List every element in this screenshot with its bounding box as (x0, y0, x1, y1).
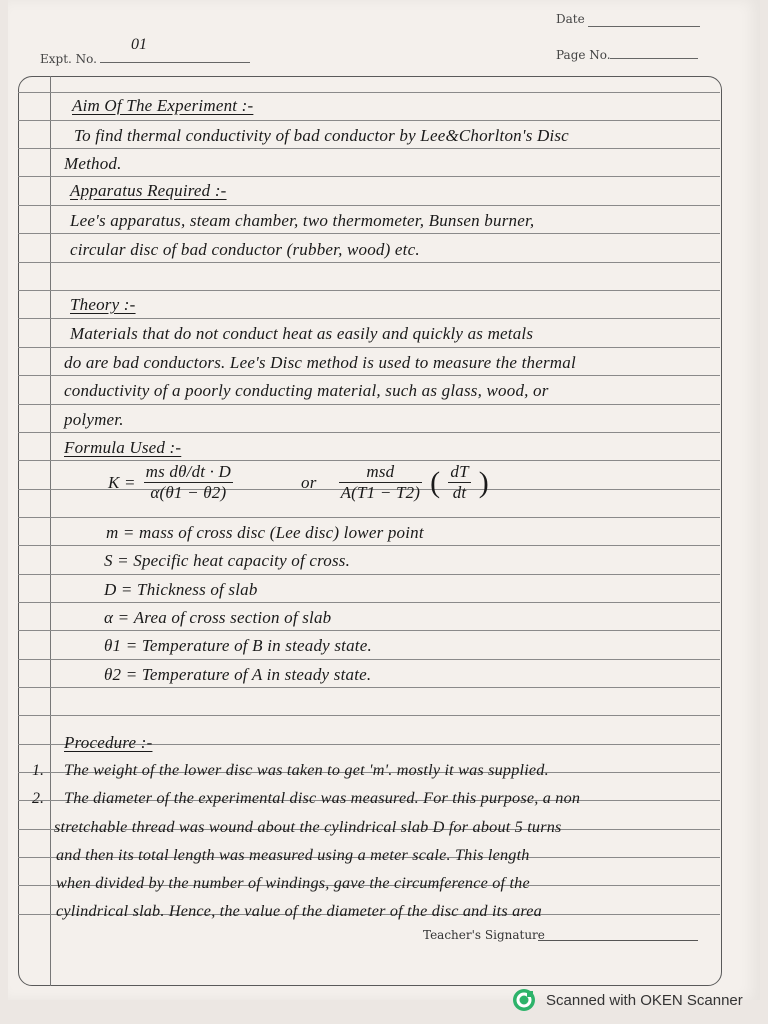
procedure-number-1: 1. (32, 762, 44, 779)
definition-d: D = Thickness of slab (104, 580, 258, 599)
expt-no-label: Expt. No. (40, 52, 97, 66)
rule-line (18, 687, 720, 688)
rule-line (18, 148, 720, 149)
margin-line (50, 76, 51, 986)
definition-theta2: θ2 = Temperature of A in steady state. (104, 665, 372, 684)
rule-line (18, 233, 720, 234)
formula-k: K = (108, 472, 136, 492)
apparatus-line-1: Lee's apparatus, steam chamber, two thermometer, Bunsen burner, (70, 211, 535, 230)
formula-numerator: ms dθ/dt · D (145, 462, 232, 481)
definition-alpha: α = Area of cross section of slab (104, 608, 332, 627)
rule-line (18, 574, 720, 575)
formula-rate-denominator: dt (452, 483, 467, 502)
theory-line-1: Materials that do not conduct heat as easily and quickly as metals (70, 324, 534, 343)
formula-right-paren: ) (478, 465, 489, 499)
rule-line (18, 659, 720, 660)
scanner-text: Scanned with OKEN Scanner (546, 991, 743, 1009)
aim-line-2: Method. (64, 154, 122, 173)
procedure-line-1: The weight of the lower disc was taken to get 'm'. mostly it was supplied. (64, 761, 549, 779)
oken-scanner-logo-icon (512, 988, 536, 1012)
procedure-line-2: The diameter of the experimental disc was measured. For this purpose, a non (64, 789, 581, 807)
scanner-watermark (512, 988, 743, 1012)
rule-line (18, 602, 720, 603)
teachers-signature-label: Teacher's Signature (423, 928, 545, 942)
theory-line-2: do are bad conductors. Lee's Disc method is used to measure the thermal (64, 353, 576, 372)
expt-no-line (100, 62, 250, 63)
rule-line (18, 347, 720, 348)
formula-alt-denominator: A(T1 − T2) (340, 483, 421, 502)
rule-line (18, 120, 720, 121)
rule-line (18, 205, 720, 206)
aim-line-1: To find thermal conductivity of bad conductor by Lee&Chorlton's Disc (74, 126, 569, 145)
page-no-line (610, 58, 698, 59)
signature-line (538, 940, 698, 941)
formula-fraction (144, 462, 233, 503)
formula-or: or (301, 472, 317, 492)
formula-heading: Formula Used :- (64, 438, 182, 457)
formula-expression (108, 462, 489, 503)
rule-line (18, 545, 720, 546)
rule-line (18, 92, 720, 93)
rule-line (18, 517, 720, 518)
definition-m: m = mass of cross disc (Lee disc) lower point (106, 523, 424, 542)
rule-line (18, 262, 720, 263)
rule-line (18, 176, 720, 177)
theory-line-4: polymer. (64, 410, 124, 429)
formula-rate-numerator: dT (450, 462, 469, 481)
formula-rate-fraction (448, 462, 470, 503)
formula-left-paren: ( (430, 465, 441, 499)
formula-alt-fraction (339, 462, 423, 503)
expt-no-value: 01 (131, 36, 147, 53)
procedure-line-6: cylindrical slab. Hence, the value of the diameter of the disc and its area (56, 902, 542, 920)
date-line (588, 26, 700, 27)
page-no-label: Page No. (556, 48, 611, 62)
rule-line (18, 630, 720, 631)
rule-line (18, 290, 720, 291)
formula-denominator: α(θ1 − θ2) (150, 483, 227, 502)
rule-line (18, 715, 720, 716)
formula-alt-numerator: msd (339, 462, 423, 483)
definition-s: S = Specific heat capacity of cross. (104, 551, 351, 570)
procedure-line-5: when divided by the number of windings, gave the circumference of the (56, 874, 530, 892)
rule-line (18, 432, 720, 433)
rule-line (18, 318, 720, 319)
rule-line (18, 404, 720, 405)
procedure-heading: Procedure :- (64, 733, 153, 752)
rule-line (18, 460, 720, 461)
procedure-line-3: stretchable thread was wound about the cylindrical slab D for about 5 turns (54, 818, 562, 836)
date-label: Date (556, 12, 585, 26)
theory-heading: Theory :- (70, 295, 136, 314)
rule-line (18, 375, 720, 376)
aim-heading: Aim Of The Experiment :- (72, 96, 254, 115)
procedure-line-4: and then its total length was measured using a meter scale. This length (56, 846, 530, 864)
theory-line-3: conductivity of a poorly conducting material, such as glass, wood, or (64, 381, 549, 400)
apparatus-line-2: circular disc of bad conductor (rubber, wood) etc. (70, 240, 420, 259)
definition-theta1: θ1 = Temperature of B in steady state. (104, 636, 372, 655)
apparatus-heading: Apparatus Required :- (70, 181, 227, 200)
procedure-number-2: 2. (32, 790, 44, 807)
